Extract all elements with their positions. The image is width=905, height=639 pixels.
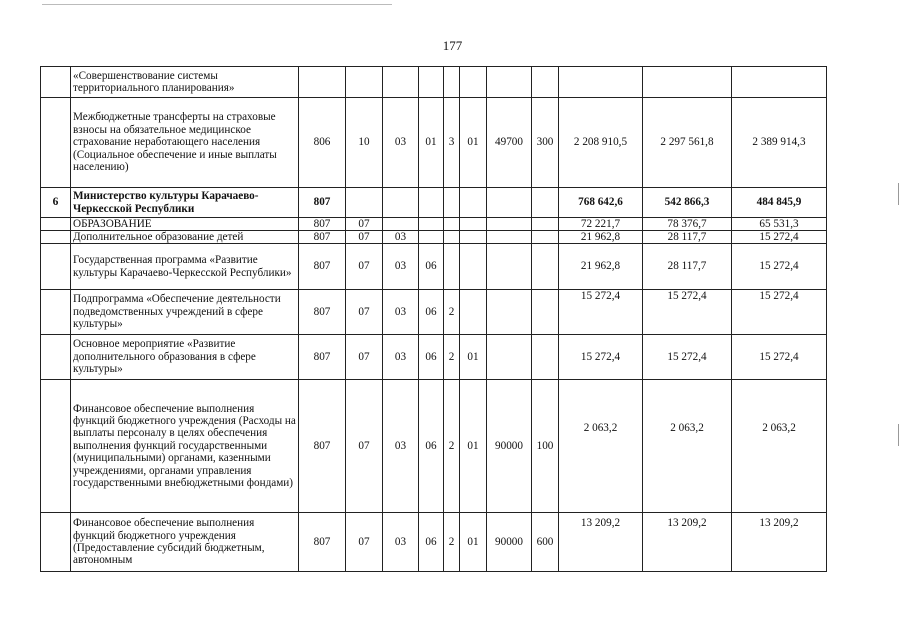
code-subprogram — [444, 218, 460, 231]
amount-year-1: 15 272,4 — [559, 335, 643, 380]
code-podrazdel — [383, 67, 419, 98]
table-row — [41, 290, 827, 335]
page-number: 177 — [442, 38, 463, 53]
code-glav: 807 — [299, 244, 346, 290]
row-number — [41, 231, 71, 244]
amount-year-2: 78 376,7 — [643, 218, 732, 231]
code-expense-type — [532, 67, 559, 98]
code-glav: 807 — [299, 231, 346, 244]
code-direction — [487, 231, 532, 244]
row-name: Министерство культуры Карачаево-Черкесской Республики — [71, 188, 299, 218]
row-name: Государственная программа «Развитие культуры Карачаево-Черкесской Республики» — [71, 244, 299, 290]
amount-year-1: 21 962,8 — [559, 231, 643, 244]
row-number — [41, 380, 71, 513]
row-name: Финансовое обеспечение выполнения функций бюджетного учреждения (Расходы на выплаты персоналу в целях обеспечения выполнения функций государственными (муниципальными) органами, казенными учреждениями, органами управления государственными внебюджетными фондами) — [71, 380, 299, 513]
row-number — [41, 290, 71, 335]
code-glav: 807 — [299, 513, 346, 572]
code-subprogram — [444, 231, 460, 244]
row-number — [41, 513, 71, 572]
amount-year-2: 2 297 561,8 — [643, 98, 732, 188]
code-event: 01 — [460, 380, 487, 513]
code-razdel: 07 — [346, 290, 383, 335]
row-name: Подпрограмма «Обеспечение деятельности подведомственных учреждений в сфере культуры» — [71, 290, 299, 335]
code-program — [419, 218, 444, 231]
amount-year-2 — [643, 67, 732, 98]
row-number — [41, 335, 71, 380]
amount-year-1: 2 208 910,5 — [559, 98, 643, 188]
code-podrazdel: 03 — [383, 513, 419, 572]
code-subprogram — [444, 188, 460, 218]
code-razdel: 07 — [346, 218, 383, 231]
code-program: 06 — [419, 335, 444, 380]
amount-year-1: 768 642,6 — [559, 188, 643, 218]
amount-year-1: 15 272,4 — [559, 290, 643, 335]
code-expense-type — [532, 290, 559, 335]
amount-year-1: 21 962,8 — [559, 244, 643, 290]
code-glav: 807 — [299, 290, 346, 335]
code-direction: 90000 — [487, 513, 532, 572]
row-number — [41, 218, 71, 231]
code-expense-type — [532, 231, 559, 244]
code-program — [419, 188, 444, 218]
amount-year-2: 28 117,7 — [643, 244, 732, 290]
code-direction — [487, 67, 532, 98]
code-razdel: 10 — [346, 98, 383, 188]
code-glav: 806 — [299, 98, 346, 188]
code-expense-type: 300 — [532, 98, 559, 188]
amount-year-3: 65 531,3 — [732, 218, 827, 231]
table-row — [41, 335, 827, 380]
amount-year-1: 72 221,7 — [559, 218, 643, 231]
row-name: Финансовое обеспечение выполнения функций бюджетного учреждения (Предоставление субсидий бюджетным, автономным — [71, 513, 299, 572]
code-razdel: 07 — [346, 380, 383, 513]
amount-year-1: 2 063,2 — [559, 380, 643, 513]
amount-year-2: 2 063,2 — [643, 380, 732, 513]
amount-year-3: 15 272,4 — [732, 244, 827, 290]
code-subprogram: 3 — [444, 98, 460, 188]
code-glav: 807 — [299, 380, 346, 513]
table-row — [41, 188, 827, 218]
table-row — [41, 244, 827, 290]
table-row — [41, 513, 827, 572]
code-direction — [487, 188, 532, 218]
code-subprogram: 2 — [444, 513, 460, 572]
code-subprogram — [444, 67, 460, 98]
code-podrazdel: 03 — [383, 231, 419, 244]
row-name: Межбюджетные трансферты на страховые взносы на обязательное медицинское страхование неработающего населения (Социальное обеспечение и иные выплаты населению) — [71, 98, 299, 188]
amount-year-3 — [732, 67, 827, 98]
row-number: 6 — [41, 188, 71, 218]
code-program — [419, 231, 444, 244]
amount-year-3: 15 272,4 — [732, 290, 827, 335]
code-direction — [487, 218, 532, 231]
row-name: Основное мероприятие «Развитие дополнительного образования в сфере культуры» — [71, 335, 299, 380]
table-row — [41, 98, 827, 188]
table-row — [41, 67, 827, 98]
code-event — [460, 218, 487, 231]
code-program — [419, 67, 444, 98]
code-expense-type — [532, 335, 559, 380]
amount-year-2: 542 866,3 — [643, 188, 732, 218]
table-row — [41, 380, 827, 513]
code-expense-type: 600 — [532, 513, 559, 572]
code-expense-type — [532, 188, 559, 218]
amount-year-1 — [559, 67, 643, 98]
code-expense-type: 100 — [532, 380, 559, 513]
code-event — [460, 290, 487, 335]
code-subprogram: 2 — [444, 335, 460, 380]
code-razdel — [346, 67, 383, 98]
amount-year-2: 13 209,2 — [643, 513, 732, 572]
code-glav — [299, 67, 346, 98]
code-glav: 807 — [299, 218, 346, 231]
code-event — [460, 188, 487, 218]
code-direction: 49700 — [487, 98, 532, 188]
table-row — [41, 218, 827, 231]
code-program: 06 — [419, 380, 444, 513]
row-name: Дополнительное образование детей — [71, 231, 299, 244]
scan-top-line — [42, 4, 392, 5]
amount-year-1: 13 209,2 — [559, 513, 643, 572]
code-event: 01 — [460, 98, 487, 188]
code-subprogram: 2 — [444, 290, 460, 335]
row-number — [41, 98, 71, 188]
code-expense-type — [532, 244, 559, 290]
code-program: 06 — [419, 290, 444, 335]
code-subprogram: 2 — [444, 380, 460, 513]
code-event — [460, 67, 487, 98]
code-razdel: 07 — [346, 244, 383, 290]
row-name: ОБРАЗОВАНИЕ — [71, 218, 299, 231]
code-direction — [487, 290, 532, 335]
code-razdel — [346, 188, 383, 218]
code-razdel: 07 — [346, 335, 383, 380]
row-name: «Совершенствование системы территориального планирования» — [71, 67, 299, 98]
scan-edge-mark — [898, 183, 899, 205]
code-event — [460, 231, 487, 244]
code-podrazdel: 03 — [383, 290, 419, 335]
code-direction — [487, 244, 532, 290]
amount-year-3: 15 272,4 — [732, 231, 827, 244]
code-event: 01 — [460, 335, 487, 380]
code-direction: 90000 — [487, 380, 532, 513]
code-razdel: 07 — [346, 513, 383, 572]
code-expense-type — [532, 218, 559, 231]
amount-year-2: 15 272,4 — [643, 290, 732, 335]
code-subprogram — [444, 244, 460, 290]
code-event: 01 — [460, 513, 487, 572]
code-event — [460, 244, 487, 290]
row-number — [41, 67, 71, 98]
budget-table — [40, 66, 827, 572]
code-podrazdel — [383, 218, 419, 231]
code-razdel: 07 — [346, 231, 383, 244]
code-glav: 807 — [299, 335, 346, 380]
code-podrazdel: 03 — [383, 335, 419, 380]
amount-year-3: 484 845,9 — [732, 188, 827, 218]
code-program: 06 — [419, 244, 444, 290]
code-podrazdel: 03 — [383, 380, 419, 513]
code-podrazdel — [383, 188, 419, 218]
amount-year-3: 15 272,4 — [732, 335, 827, 380]
amount-year-2: 28 117,7 — [643, 231, 732, 244]
amount-year-2: 15 272,4 — [643, 335, 732, 380]
code-podrazdel: 03 — [383, 244, 419, 290]
row-number — [41, 244, 71, 290]
code-glav: 807 — [299, 188, 346, 218]
code-program: 01 — [419, 98, 444, 188]
amount-year-3: 2 389 914,3 — [732, 98, 827, 188]
amount-year-3: 13 209,2 — [732, 513, 827, 572]
table-row — [41, 231, 827, 244]
scan-edge-mark — [898, 424, 899, 446]
amount-year-3: 2 063,2 — [732, 380, 827, 513]
code-podrazdel: 03 — [383, 98, 419, 188]
code-direction — [487, 335, 532, 380]
code-program: 06 — [419, 513, 444, 572]
